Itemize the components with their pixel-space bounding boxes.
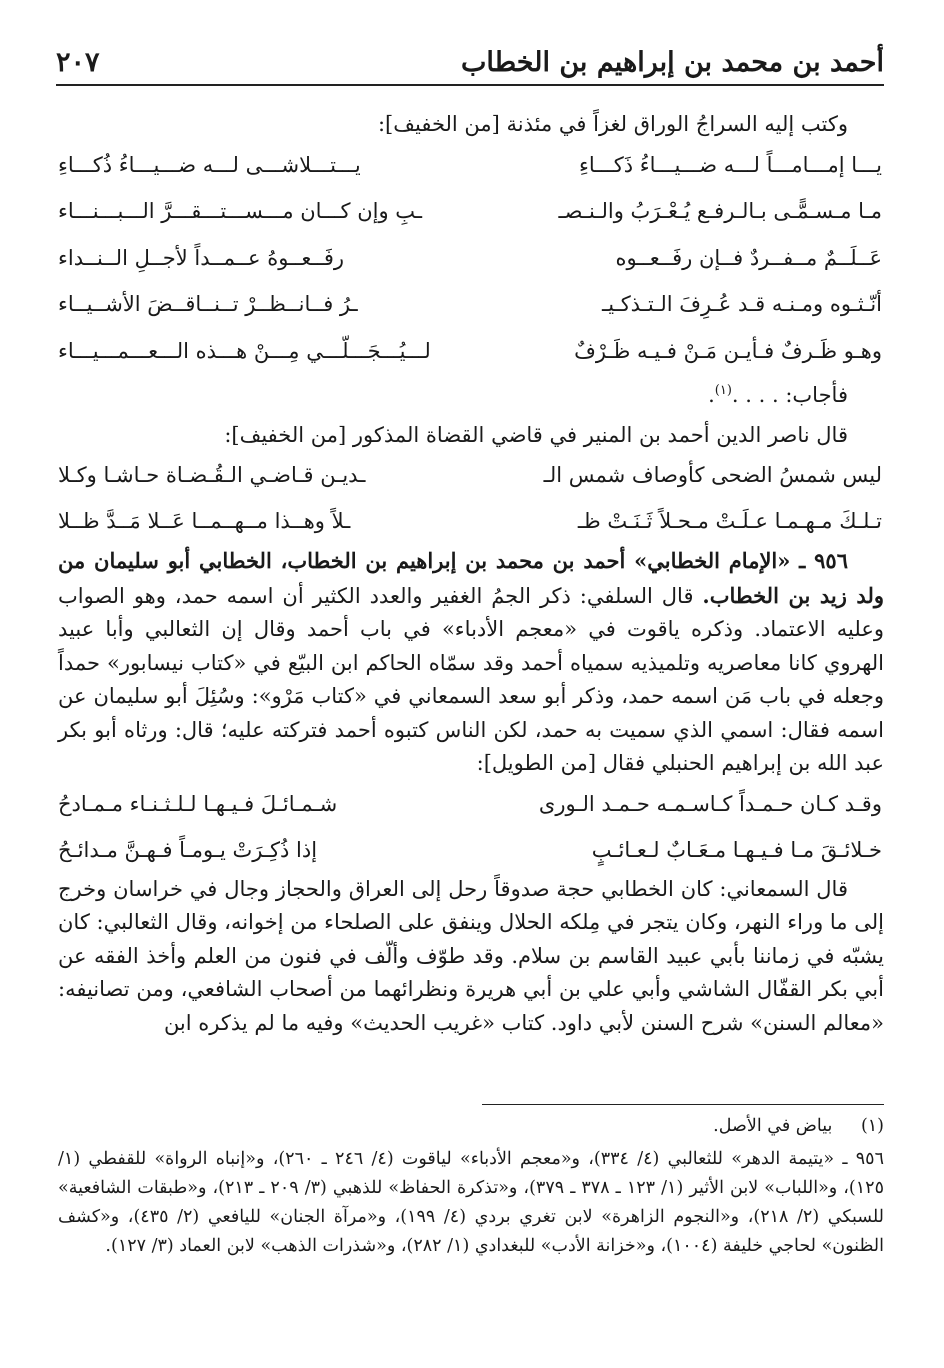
footnote bbox=[58, 1112, 884, 1141]
verse-second-half: رفَــعــوهُ عــمــداً لأجــلِ الــنــداء bbox=[58, 245, 345, 270]
verse-first-half: عَــلَــمٌ مــفــردٌ فــإن رفَــعــوه bbox=[615, 245, 882, 270]
footnote-divider bbox=[482, 1104, 884, 1105]
poem-intro: قال ناصر الدين أحمد بن المنير في قاضي القضاة المذكور [من الخفيف]: bbox=[224, 422, 848, 447]
verse-line bbox=[58, 452, 884, 498]
verse-first-half: خـلائـقَ مـا فـيـهـا مـعَـابٌ لـعـائـبٍ bbox=[591, 837, 882, 862]
verse-second-half: ـبِ وإن كـــان مـــســـتـــقـــرَّ الـــبـــنـــاء bbox=[58, 199, 423, 223]
verse-line bbox=[58, 827, 884, 873]
verse-second-half: ـديـن قـاضـي الـقُـضـاة حـاشـا وكـلا bbox=[58, 463, 366, 487]
verse-line bbox=[58, 142, 884, 189]
page-number: ٢٠٧ bbox=[56, 47, 100, 78]
verse-line bbox=[58, 781, 884, 827]
verse-first-half: وقـد كـان حـمـداً كـاسـمـه حـمـد الـورى bbox=[538, 791, 882, 816]
footnote-ref: (١) bbox=[714, 383, 732, 398]
entry-heading: ٩٥٦ ـ «الإمام الخطابي» أحمد بن محمد بن إبراهيم بن الخطاب، الخطابي أبو سليمان من ولد زيد بن الخطاب. bbox=[58, 548, 884, 608]
entry-text: قال السلفي: ذكر الجمُ الغفير والعدد الكثير أن اسمه حمد، وهو الصواب وعليه الاعتماد. وذكره ياقوت في «معجم الأدباء» في باب أحمد وقال إن الثعالبي وأبا عبيد الهروي كانا معاصريه وتلميذيه سمياه أحمد وقد سمّاه الحاكم ابن البيّع في «كتاب نيسابور» حمداً وجعله في باب مَن اسمه حمد، وذكر أبو سعد السمعاني في «كتاب مَرْو»: وسُئِلَ أبو سليمان عن اسمه فقال: اسمي الذي سميت به حمد، لكن الناس كتبوه أحمد فتركته عليه؛ قال: ورثاه أبو بكر عبد الله بن إبراهيم الحنبلي فقال [من الطويل]: bbox=[58, 583, 884, 775]
answer-line: فأجاب: . . . .$^{(١)}$. bbox=[708, 383, 848, 407]
elegy-poem bbox=[58, 781, 884, 873]
page-header bbox=[56, 38, 884, 86]
verse-first-half: مـا مـسـمًّـى بـالـرفـع يُـعْـرَبُ والـنـصـ bbox=[558, 199, 882, 223]
footnote-text: بياض في الأصل. bbox=[713, 1116, 833, 1136]
verse-line bbox=[58, 328, 884, 375]
verse-second-half: شـمـائـلَ فـيـهـا لـلـثـنـاء مـمـادحُ bbox=[58, 791, 338, 816]
verse-second-half: ـرُ فــانــظــرْ تــنــاقــضَ الأشــيــاء bbox=[58, 292, 358, 316]
verse-first-half: يـــا إمـــامـــاً لـــه ضـــيـــاءُ ذَكـــاءِ bbox=[579, 152, 882, 177]
verse-line bbox=[58, 235, 884, 282]
main-text bbox=[58, 108, 884, 1040]
verse-line bbox=[58, 281, 884, 328]
verse-first-half: ليس شمسُ الضحى كأوصاف شمس الـ bbox=[543, 463, 882, 487]
answer-text: فأجاب: . . . . bbox=[731, 383, 848, 407]
verse-line bbox=[58, 498, 884, 544]
biography-entry bbox=[58, 544, 884, 781]
verse-second-half: إذا ذُكِـرَتْ يـومـاً فـهـنَّ مـدائـحُ bbox=[58, 837, 318, 862]
riddle-poem bbox=[58, 142, 884, 375]
poem-intro: وكتب إليه السراجُ الوراق لغزاً في مئذنة [من الخفيف]: bbox=[377, 112, 848, 136]
footnotes bbox=[58, 1112, 884, 1261]
closing-paragraph: قال السمعاني: كان الخطابي حجة صدوقاً رحل إلى العراق والحجاز وجال في خراسان وخرج إلى ما وراء النهر، وكان يتجر في مِلكه الحلال وينفق على الصلحاء من إخوانه، وقال الثعالبي: كان يشبّه في زماننا بأبي عبيد القاسم بن سلام. وقد طوّف وألّف في فنون من العلم وأخذ الفقه عن أبي بكر القفّال الشاشي وأبي علي بن أبي هريرة ونظرائهما من أصحاب الشافعي، ومن تصانيفه: «معالم السنن» شرح السنن لأبي داود. كتاب «غريب الحديث» وفيه ما لم يذكره ابن bbox=[58, 876, 884, 1035]
verse-second-half: ـلاً وهــذا مــهــمــا عَــلا مَــدَّ ظــلا bbox=[58, 509, 351, 533]
sources-footnote: ٩٥٦ ـ «يتيمة الدهر» للثعالبي (٤/ ٣٣٤)، و«معجم الأدباء» لياقوت (٤/ ٢٤٦ ـ ٢٦٠)، و«إنباه الرواة» للقفطي (١/ ١٢٥)، و«اللباب» لابن الأثير (١/ ١٢٣ ـ ٣٧٨ ـ ٣٧٩)، و«تذكرة الحفاظ» للذهبي (٣/ ٢٠٩ ـ ٢١٣)، و«طبقات الشافعية» للسبكي (٢/ ٢١٨)، و«النجوم الزاهرة» لابن تغري بردي (٤/ ١٩٩)، و«مرآة الجنان» لليافعي (٢/ ٤٣٥)، و«كشف الظنون» لحاجي خليفة (١٠٠٤)، و«خزانة الأدب» للبغدادي (١/ ٢٨٢)، و«شذرات الذهب» لابن العماد (٣/ ١٢٧). bbox=[58, 1149, 885, 1256]
footnote-number: (١) bbox=[860, 1116, 884, 1136]
praise-poem bbox=[58, 452, 884, 544]
verse-first-half: أنّـثـوه ومـنـه قـد عُـرِفَ الـتـذكـيـ bbox=[602, 292, 882, 316]
verse-line bbox=[58, 188, 884, 235]
verse-first-half: تـلـكَ مـهـمـا عـلَـتْ مـحـلاً ثَـنَـتْ ظـ bbox=[577, 509, 882, 533]
verse-first-half: وهـو ظَـرفٌ فـأيـن مَـنْ فـيـه ظَـرْفٌ bbox=[574, 338, 882, 363]
running-title: أحمد بن محمد بن إبراهيم بن الخطاب bbox=[461, 47, 884, 78]
verse-second-half: لـــيُـــجَـــلّـــي مِـــنْ هـــذه الـــعـــمـــيـــاء bbox=[58, 338, 431, 363]
verse-second-half: يـــتـــلاشـــى لـــه ضـــيـــاءُ ذُكـــاءِ bbox=[58, 152, 361, 177]
